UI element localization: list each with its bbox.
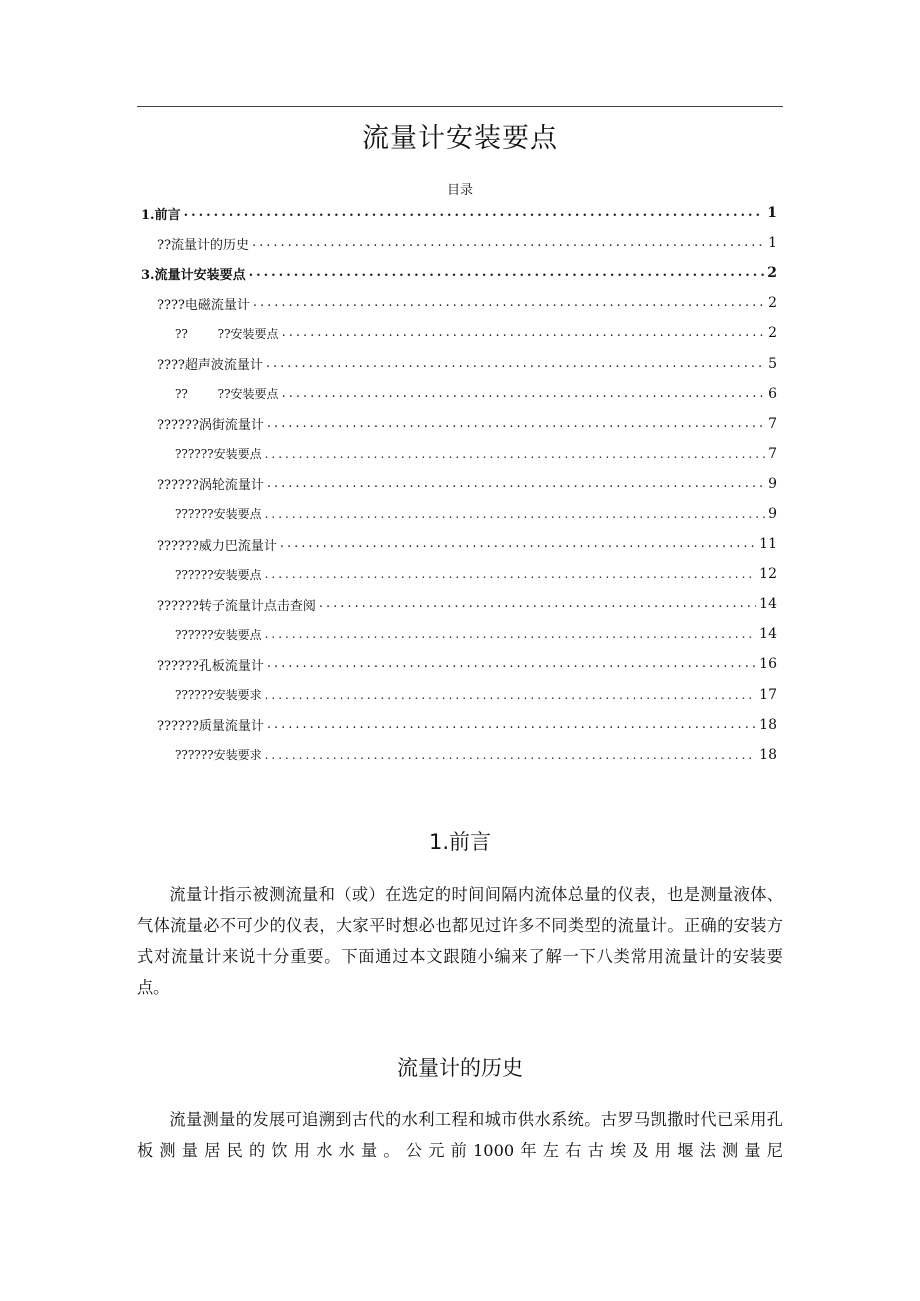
header-rule	[137, 106, 783, 107]
toc-leader-dots	[267, 476, 765, 492]
toc-entry[interactable]	[137, 499, 777, 529]
toc-entry-page: 5	[768, 355, 777, 372]
toc-entry[interactable]	[137, 288, 777, 318]
toc-entry-label: ??????安装要点	[175, 567, 262, 582]
toc-entry[interactable]	[137, 348, 777, 378]
toc-entry-label: ????电磁流量计	[157, 297, 250, 313]
toc-heading: 目录	[446, 183, 473, 198]
toc-entry-page: 2	[767, 265, 777, 282]
toc-entry-page: 1	[768, 235, 777, 252]
toc-entry-label: ????超声波流量计	[157, 358, 263, 374]
toc-entry-label: ??????安装要点	[175, 507, 262, 522]
toc-leader-dots	[267, 416, 765, 432]
toc-entry[interactable]	[137, 680, 777, 710]
toc-leader-dots	[266, 356, 765, 372]
toc-entry[interactable]	[137, 589, 777, 619]
toc-entry-label: ?? ??安装要点	[175, 387, 279, 402]
toc-entry-page: 6	[768, 385, 777, 402]
toc-leader-dots	[252, 235, 765, 251]
preface-paragraph: 流量计指示被测流量和（或）在选定的时间间隔内流体总量的仪表，也是测量液体、气体流量必不可少的仪表，大家平时想必也都见过许多不同类型的流量计。正确的安装方式对流量计来说十分重要。下面通过本文跟随小编来了解一下八类常用流量计的安装要点。	[137, 885, 783, 997]
toc-entry-label: ??????转子流量计点击查阅	[157, 598, 316, 614]
toc-entry-label: ?? ??安装要点	[175, 326, 279, 341]
toc-entry[interactable]	[137, 439, 777, 469]
toc-entry-page: 7	[768, 445, 777, 462]
toc-entry-label: ??????安装要求	[175, 688, 262, 703]
toc-leader-dots	[265, 566, 757, 582]
toc-entry-label: ??????孔板流量计	[157, 658, 264, 674]
toc-entry-page: 18	[759, 746, 777, 763]
toc-entry[interactable]	[137, 649, 777, 679]
toc-leader-dots	[253, 295, 765, 311]
toc-entry[interactable]	[137, 529, 777, 559]
toc-entry[interactable]	[137, 198, 777, 228]
toc-entry-label: ??????质量流量计	[157, 719, 264, 735]
toc-entry-label: ??????涡轮流量计	[157, 478, 264, 494]
toc-leader-dots	[280, 536, 756, 552]
toc-entry[interactable]	[137, 258, 777, 288]
toc-entry-page: 16	[759, 656, 777, 673]
toc-leader-dots	[249, 265, 765, 281]
toc-entry-label: ??????威力巴流量计	[157, 538, 277, 554]
toc-entry-label: ??流量计的历史	[157, 237, 249, 253]
toc-leader-dots	[265, 446, 765, 462]
toc-entry[interactable]	[137, 619, 777, 649]
toc-leader-dots	[267, 656, 756, 672]
toc-entry[interactable]	[137, 469, 777, 499]
toc-leader-dots	[265, 506, 765, 522]
toc-entry[interactable]	[137, 379, 777, 409]
history-paragraph: 流量测量的发展可追溯到古代的水利工程和城市供水系统。古罗马凯撒时代已采用孔板测量居民的饮用水水量。公元前1000年左右古埃及用堰法测量尼	[137, 1110, 783, 1160]
toc-entry-label: ??????安装要点	[175, 627, 262, 642]
section-heading-history: 流量计的历史	[397, 1056, 523, 1080]
toc-leader-dots	[282, 386, 766, 402]
toc-entry[interactable]	[137, 740, 777, 770]
toc-entry-page: 7	[768, 415, 777, 432]
toc-entry-label: ??????安装要点	[175, 447, 262, 462]
toc-entry-label: ??????涡街流量计	[157, 418, 264, 434]
toc-entry[interactable]	[137, 318, 777, 348]
toc-entry-page: 14	[759, 626, 777, 643]
toc-leader-dots	[265, 626, 757, 642]
table-of-contents	[137, 198, 777, 770]
section-heading-preface: 1.前言	[428, 830, 492, 854]
toc-leader-dots	[265, 687, 757, 703]
toc-entry-page: 1	[767, 205, 777, 222]
toc-entry-label: ??????安装要求	[175, 748, 262, 763]
toc-entry-page: 12	[759, 566, 777, 583]
toc-leader-dots	[265, 747, 757, 763]
toc-entry[interactable]	[137, 710, 777, 740]
toc-entry[interactable]	[137, 228, 777, 258]
toc-entry-page: 17	[759, 686, 777, 703]
toc-entry-label: 1.前言	[141, 207, 181, 223]
toc-leader-dots	[184, 205, 765, 221]
toc-entry[interactable]	[137, 559, 777, 589]
toc-entry-label: 3.流量计安装要点	[141, 267, 246, 283]
toc-entry-page: 9	[768, 475, 777, 492]
toc-leader-dots	[282, 325, 766, 341]
toc-leader-dots	[267, 717, 756, 733]
toc-leader-dots	[319, 596, 756, 612]
toc-entry-page: 2	[768, 325, 777, 342]
toc-entry-page: 2	[768, 295, 777, 312]
toc-entry-page: 11	[759, 536, 777, 553]
toc-entry-page: 14	[759, 596, 777, 613]
toc-entry-page: 18	[759, 716, 777, 733]
toc-entry-page: 9	[768, 505, 777, 522]
document-title: 流量计安装要点	[362, 123, 558, 154]
toc-entry[interactable]	[137, 409, 777, 439]
